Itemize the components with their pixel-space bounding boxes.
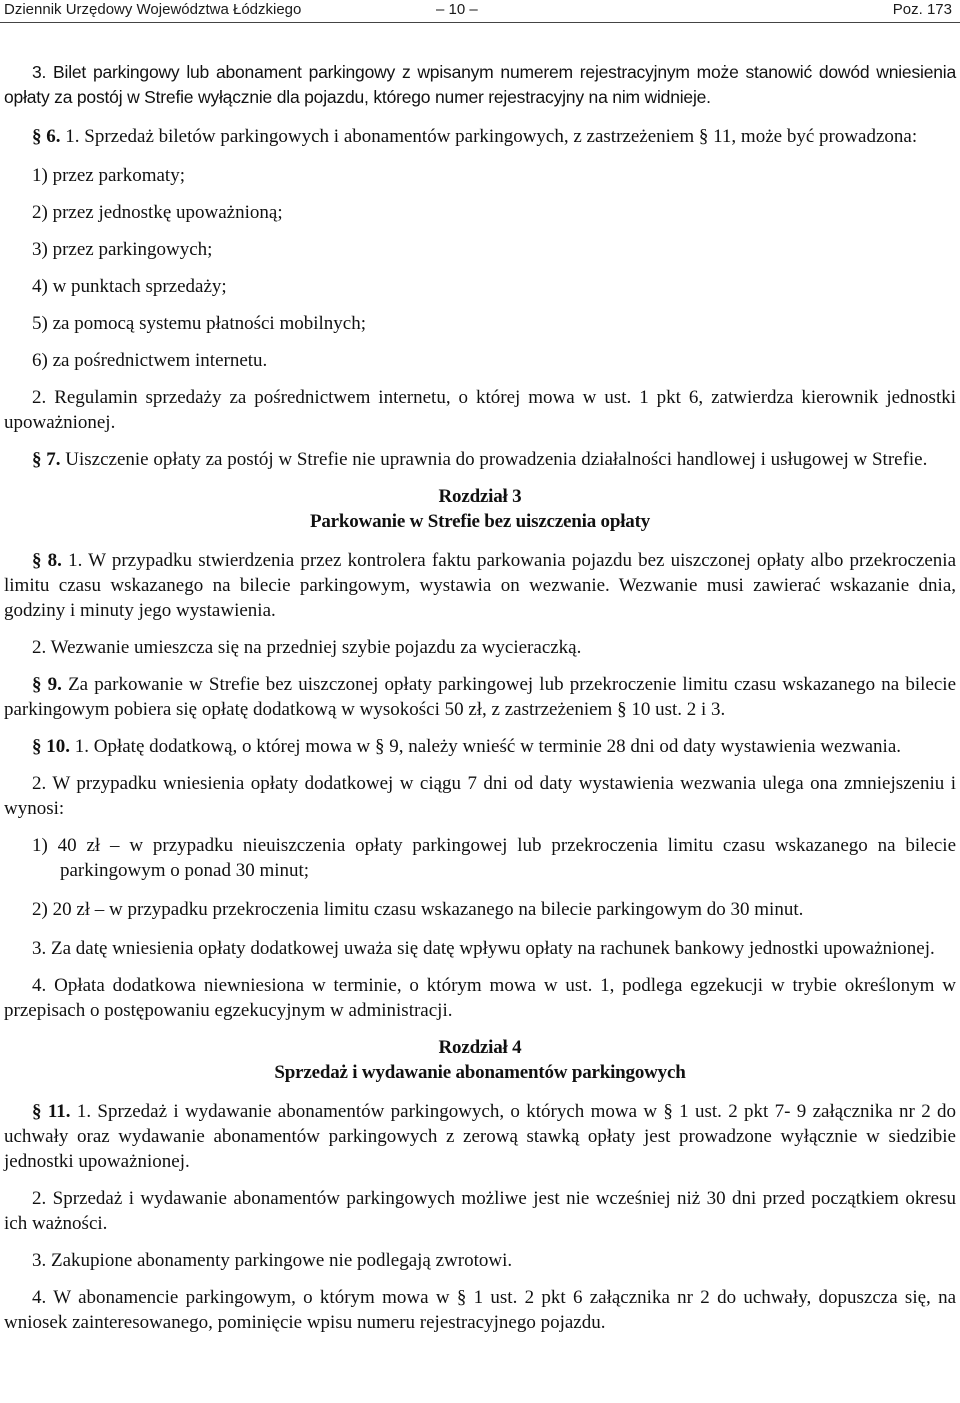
list-item: 3) przez parkingowych; [32, 239, 213, 260]
section-11-para-2: 2. Sprzedaż i wydawanie abonamentów parkingowych możliwe jest nie wcześniej niż 30 dni przed początkiem okresu ich ważności. [4, 1188, 956, 1234]
section-8-para-1 [4, 548, 956, 623]
section-6-text: 1. Sprzedaż biletów parkingowych i abonamentów parkingowych, z zastrzeżeniem § 11, może być prowadzona: [65, 126, 918, 147]
section-11-para-3: 3. Zakupione abonamenty parkingowe nie podlegają zwrotowi. [32, 1250, 513, 1271]
section-11-para-1 [4, 1099, 956, 1174]
section-8-number: § 8. [32, 550, 62, 571]
list-item: 2) przez jednostkę upoważnioną; [32, 202, 283, 223]
page-number: – 10 – [436, 1, 478, 18]
section-10-para-4: 4. Opłata dodatkowa niewniesiona w terminie, o którym mowa w ust. 1, podlega egzekucji w trybie określonym w przepisach o postępowaniu egzekucyjnym w administracji. [4, 975, 956, 1021]
section-7-text: Uiszczenie opłaty za postój w Strefie nie uprawnia do prowadzenia działalności handlowej i usługowej w Strefie. [65, 449, 928, 470]
paragraph-3: 3. Bilet parkingowy lub abonament parkingowy z wpisanym numerem rejestracyjnym może stanowić dowód wniesienia opłaty za postój w Strefie wyłącznie dla pojazdu, którego numer rejestracyjny na nim widnieje. [4, 62, 956, 107]
section-7-number: § 7. [32, 449, 61, 470]
section-11-para-4: 4. W abonamencie parkingowym, o którym mowa w § 1 ust. 2 pkt 6 załącznika nr 2 do uchwały, dopuszcza się, na wniosek zainteresowanego, pominięcie wpisu numeru rejestracyjnego pojazdu. [4, 1287, 956, 1333]
section-6-para-2: 2. Regulamin sprzedaży za pośrednictwem internetu, o której mowa w ust. 1 pkt 6, zatwierdza kierownik jednostki upoważnionej. [4, 387, 956, 433]
list-item: 1) 40 zł – w przypadku nieuiszczenia opłaty parkingowej lub przekroczenia limitu czasu wskazanego na bilecie parkingowym o ponad 30 minut; [32, 835, 956, 881]
list-item: 1) przez parkomaty; [32, 165, 185, 186]
section-11-number: § 11. [32, 1101, 71, 1122]
section-8-para-2: 2. Wezwanie umieszcza się na przedniej szybie pojazdu za wycieraczką. [32, 637, 582, 658]
chapter-4-title: Rozdział 4 [438, 1037, 522, 1058]
position-number: Poz. 173 [892, 1, 952, 18]
section-9-number: § 9. [32, 674, 62, 695]
section-6-number: § 6. [32, 126, 61, 147]
list-item: 6) za pośrednictwem internetu. [32, 350, 268, 371]
section-10-para-3: 3. Za datę wniesienia opłaty dodatkowej uważa się datę wpływu opłaty na rachunek bankowy jednostki upoważnionej. [32, 938, 935, 959]
chapter-4-heading [4, 1035, 956, 1085]
chapter-3-title: Rozdział 3 [438, 486, 522, 507]
section-10-para-2: 2. W przypadku wniesienia opłaty dodatkowej w ciągu 7 dni od daty wystawienia wezwania ulega ona zmniejszeniu i wynosi: [4, 773, 956, 819]
section-7 [4, 447, 956, 472]
chapter-3-heading [4, 484, 956, 534]
chapter-3-subtitle: Parkowanie w Strefie bez uiszczenia opłaty [309, 511, 651, 532]
section-9-text: Za parkowanie w Strefie bez uiszczonej opłaty parkingowej lub przekroczenie limitu czasu wskazanego na bilecie parkingowym pobiera się opłatę dodatkową w wysokości 50 zł, z zastrzeżeniem § 10 ust. 2 i 3. [4, 674, 957, 720]
page-header [0, 0, 960, 23]
section-10-text: 1. Opłatę dodatkową, o której mowa w § 9, należy wnieść w terminie 28 dni od daty wystawienia wezwania. [74, 736, 902, 757]
chapter-4-subtitle: Sprzedaż i wydawanie abonamentów parkingowych [274, 1062, 686, 1083]
section-9 [4, 672, 956, 722]
section-10-para-1 [4, 734, 956, 759]
section-8-text: 1. W przypadku stwierdzenia przez kontrolera faktu parkowania pojazdu bez uiszczonej opłaty albo przekroczenia limitu czasu wskazanego na bilecie parkingowym, wystawia on wezwanie. Wezwanie musi zawierać wskazanie dnia, godziny i minuty jego wystawienia. [4, 550, 956, 621]
list-item: 4) w punktach sprzedaży; [32, 276, 227, 297]
section-11-text: 1. Sprzedaż i wydawanie abonamentów parkingowych, o których mowa w § 1 ust. 2 pkt 7- 9 załącznika nr 2 do uchwały oraz wydawanie abonamentów parkingowych z zerową stawką opłaty jest prowadzone wyłącznie w siedzibie jednostki upoważnionej. [4, 1101, 957, 1172]
section-6-para-1 [4, 124, 956, 149]
section-10-number: § 10. [32, 736, 70, 757]
journal-title: Dziennik Urzędowy Województwa Łódzkiego [4, 1, 302, 18]
list-item: 2) 20 zł – w przypadku przekroczenia limitu czasu wskazanego na bilecie parkingowym do 30 minut. [32, 899, 804, 920]
list-item: 5) za pomocą systemu płatności mobilnych; [32, 313, 367, 334]
document-body [4, 60, 956, 1335]
